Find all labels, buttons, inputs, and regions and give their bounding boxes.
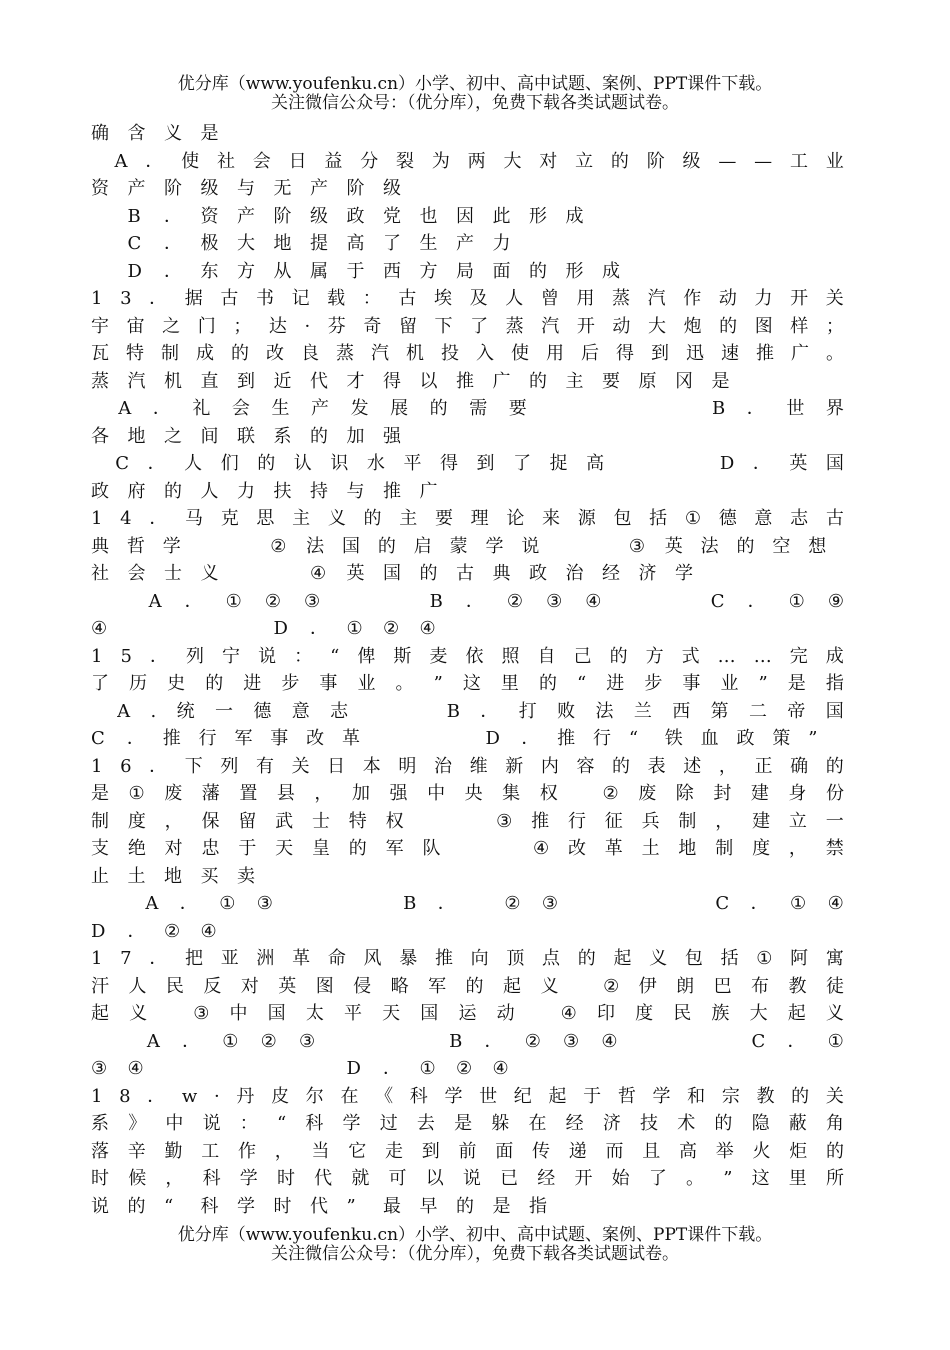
text-line: 瓦 特 制 成 的 改 良 蒸 汽 机 投 入 使 用 后 得 到 迅 速 推 广 。 xyxy=(91,343,844,364)
text-line: 1 7 ． 把 亚 洲 革 命 风 暴 推 向 顶 点 的 起 义 包 括 ① 阿 寓 xyxy=(91,948,844,969)
text-line: 1 6 ． 下 列 有 关 日 本 明 治 维 新 内 容 的 表 述 ， 正 确 的 xyxy=(91,755,844,777)
text-line: D ． ② ④ xyxy=(91,920,217,942)
text-line: 社 会 士 义 ④ 英 国 的 古 典 政 治 经 济 学 xyxy=(91,563,693,584)
text-line: 确 含 义 是 xyxy=(91,123,219,144)
text-line: 时 候 ， 科 学 时 代 就 可 以 说 已 经 开 始 了 。 ” 这 里 所 xyxy=(91,1168,844,1189)
text-line: 止 土 地 买 卖 xyxy=(91,865,255,887)
text-line: 各 地 之 间 联 系 的 加 强 xyxy=(91,425,401,447)
text-line: ④ D ． ① ② ④ xyxy=(91,618,436,639)
text-line: 1 8 ． w · 丹 皮 尔 在 《 科 学 世 纪 起 于 哲 学 和 宗 教 的 关 xyxy=(91,1085,844,1107)
text-line: A ． 使 社 会 日 益 分 裂 为 两 大 对 立 的 阶 级 — — 工 业 xyxy=(114,150,844,172)
page-header xyxy=(0,75,950,113)
text-line: 了 历 史 的 进 步 事 业 。 ” 这 里 的 “ 进 步 事 业 ” 是 指 xyxy=(91,673,844,694)
text-line: A ． ① ② ③ B ． ② ③ ④ C ． ① ⑨ xyxy=(148,590,844,612)
text-line: A ． ① ③ B ． ② ③ C ． ① ④ xyxy=(145,893,844,914)
text-line: A ． ① ② ③ B ． ② ③ ④ C ． ① xyxy=(146,1030,844,1052)
text-line: 系 》 中 说 ： “ 科 学 过 去 是 躲 在 经 济 技 术 的 隐 蔽 角 xyxy=(91,1113,844,1134)
text-line: 是 ① 废 藩 置 县 ， 加 强 中 央 集 权 ② 废 除 封 建 身 份 xyxy=(91,783,844,804)
text-line: 支 绝 对 忠 于 天 皇 的 军 队 ④ 改 革 土 地 制 度 ， 禁 xyxy=(91,838,844,859)
text-line: 政 府 的 人 力 扶 持 与 推 广 xyxy=(91,480,438,502)
text-line: A ． 礼 会 生 产 发 展 的 需 要 B ． 世 界 xyxy=(118,398,844,419)
text-line: C ． 推 行 军 事 改 革 D ． 推 行 “ 铁 血 政 策 ” xyxy=(91,728,818,749)
document-body xyxy=(91,120,844,1220)
text-line: 起 义 ③ 中 国 太 平 天 国 运 动 ④ 印 度 民 族 大 起 义 xyxy=(91,1003,844,1024)
text-line: 资 产 阶 级 与 无 产 阶 级 xyxy=(91,178,401,199)
text-line: C ． 极 大 地 提 高 了 生 产 力 xyxy=(127,233,511,254)
text-line: 宇 宙 之 门 ； 达 · 芬 奇 留 下 了 蒸 汽 开 动 大 炮 的 图 样 ； xyxy=(91,315,844,337)
text-line: 汗 人 民 反 对 英 图 侵 略 军 的 起 义 ② 伊 朗 巴 布 教 徒 xyxy=(91,975,844,997)
text-line: 落 辛 勤 工 作 ， 当 它 走 到 前 面 传 递 而 且 高 举 火 炬 的 xyxy=(91,1140,844,1162)
text-line: A . 统 一 德 意 志 B ． 打 败 法 兰 西 第 二 帝 国 xyxy=(117,700,844,722)
text-line: 1 4 ． 马 克 思 主 义 的 主 要 理 论 来 源 包 括 ① 德 意 志 古 xyxy=(91,508,844,529)
text-line: ③ ④ D ． ① ② ④ xyxy=(91,1058,509,1079)
page-footer xyxy=(0,1226,950,1264)
text-line: 典 哲 学 ② 法 国 的 启 蒙 学 说 ③ 英 法 的 空 想 xyxy=(91,535,827,557)
footer-line-1: 优分库（www.youfenku.cn）小学、初中、高中试题、案例、PPT课件下载。 xyxy=(177,1225,773,1245)
text-line: 说 的 “ 科 学 时 代 ” 最 早 的 是 指 xyxy=(91,1195,547,1217)
text-line: 蒸 汽 机 直 到 近 代 才 得 以 推 广 的 主 要 原 冈 是 xyxy=(91,370,730,392)
text-line: 制 度 ， 保 留 武 士 特 权 ③ 推 行 征 兵 制 ， 建 立 一 xyxy=(91,810,844,832)
text-line: C ． 人 们 的 认 识 水 平 得 到 了 捉 高 D ． 英 国 xyxy=(115,453,844,474)
text-line: 1 5 ． 列 宁 说 ： “ 俾 斯 麦 依 照 自 己 的 方 式 … … 完 成 xyxy=(91,645,844,667)
header-line-2: 关注微信公众号：（优分库），免费下载各类试题试卷。 xyxy=(271,93,679,113)
header-line-1: 优分库（www.youfenku.cn）小学、初中、高中试题、案例、PPT课件下载。 xyxy=(177,74,773,94)
footer-line-2: 关注微信公众号：（优分库），免费下载各类试题试卷。 xyxy=(271,1244,679,1264)
text-line: D ． 东 方 从 属 于 西 方 局 面 的 形 成 xyxy=(127,260,620,282)
text-line: B ． 资 产 阶 级 政 党 也 因 此 形 成 xyxy=(127,205,584,227)
text-line: 1 3 ． 据 古 书 记 载 ： 古 埃 及 人 曾 用 蒸 汽 作 动 力 开 关 xyxy=(91,288,844,309)
